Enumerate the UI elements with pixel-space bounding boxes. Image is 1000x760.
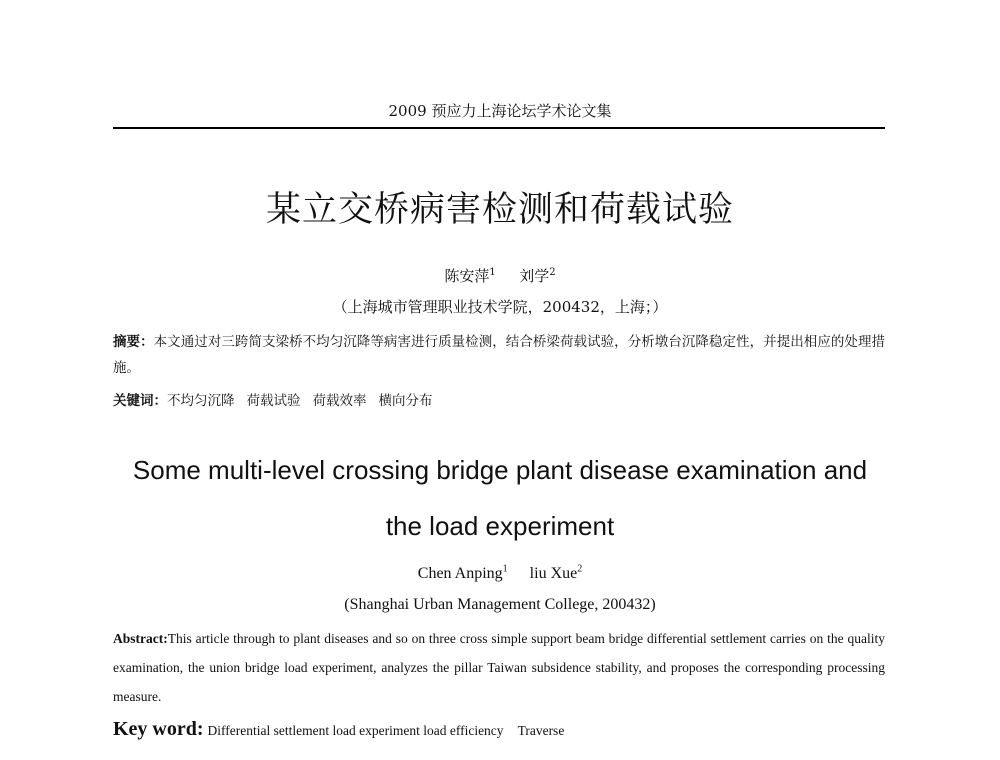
english-keyword-last: Traverse bbox=[517, 723, 565, 738]
english-abstract-text: This article through to plant diseases and so on three cross simple support beam bridge differential settlement carries on the quality examination, the union bridge load experiment, analyzes the pillar Taiwan subsidence stability, and proposes the corresponding processing measure. bbox=[113, 631, 885, 704]
chinese-keywords bbox=[113, 390, 885, 412]
english-author-sup: 1 bbox=[502, 563, 508, 575]
english-authors bbox=[0, 562, 1000, 586]
english-abstract-label: Abstract: bbox=[113, 631, 168, 646]
english-abstract bbox=[113, 624, 885, 711]
chinese-keyword: 荷载效率 bbox=[312, 393, 367, 409]
chinese-abstract-label: 摘要： bbox=[113, 334, 154, 350]
running-head: 2009 预应力上海论坛学术论文集 bbox=[388, 102, 612, 120]
chinese-author-sup: 1 bbox=[489, 267, 496, 278]
chinese-authors bbox=[0, 265, 1000, 287]
english-author-name: Chen Anping bbox=[417, 565, 503, 582]
english-keywords-label: Key word: bbox=[113, 718, 204, 740]
chinese-author-name: 陈安萍 bbox=[444, 267, 490, 285]
english-title-line: Some multi-level crossing bridge plant disease examination and bbox=[132, 455, 868, 485]
chinese-keyword: 横向分布 bbox=[378, 393, 433, 409]
header-rule bbox=[113, 127, 885, 129]
english-author-sup: 2 bbox=[577, 563, 583, 575]
chinese-keyword: 荷载试验 bbox=[246, 393, 301, 409]
english-author-name: liu Xue bbox=[529, 565, 578, 582]
chinese-title: 某立交桥病害检测和荷载试验 bbox=[265, 190, 734, 230]
chinese-affiliation: （上海城市管理职业技术学院，200432，上海；） bbox=[332, 298, 668, 316]
english-title-line: the load experiment bbox=[385, 511, 615, 541]
english-keywords bbox=[113, 715, 885, 745]
chinese-author-name: 刘学 bbox=[519, 267, 550, 285]
english-affiliation: (Shanghai Urban Management College, 200432) bbox=[344, 596, 656, 613]
english-title bbox=[0, 442, 1000, 554]
chinese-keywords-label: 关键词： bbox=[113, 393, 167, 409]
english-keywords-text: Differential settlement load experiment load efficiency bbox=[207, 723, 504, 738]
chinese-keyword: 不均匀沉降 bbox=[167, 393, 235, 409]
chinese-author-sup: 2 bbox=[549, 267, 556, 278]
chinese-abstract bbox=[113, 329, 885, 381]
chinese-abstract-text: 本文通过对三跨简支梁桥不均匀沉降等病害进行质量检测，结合桥梁荷载试验，分析墩台沉降稳定性，并提出相应的处理措施。 bbox=[113, 334, 886, 376]
